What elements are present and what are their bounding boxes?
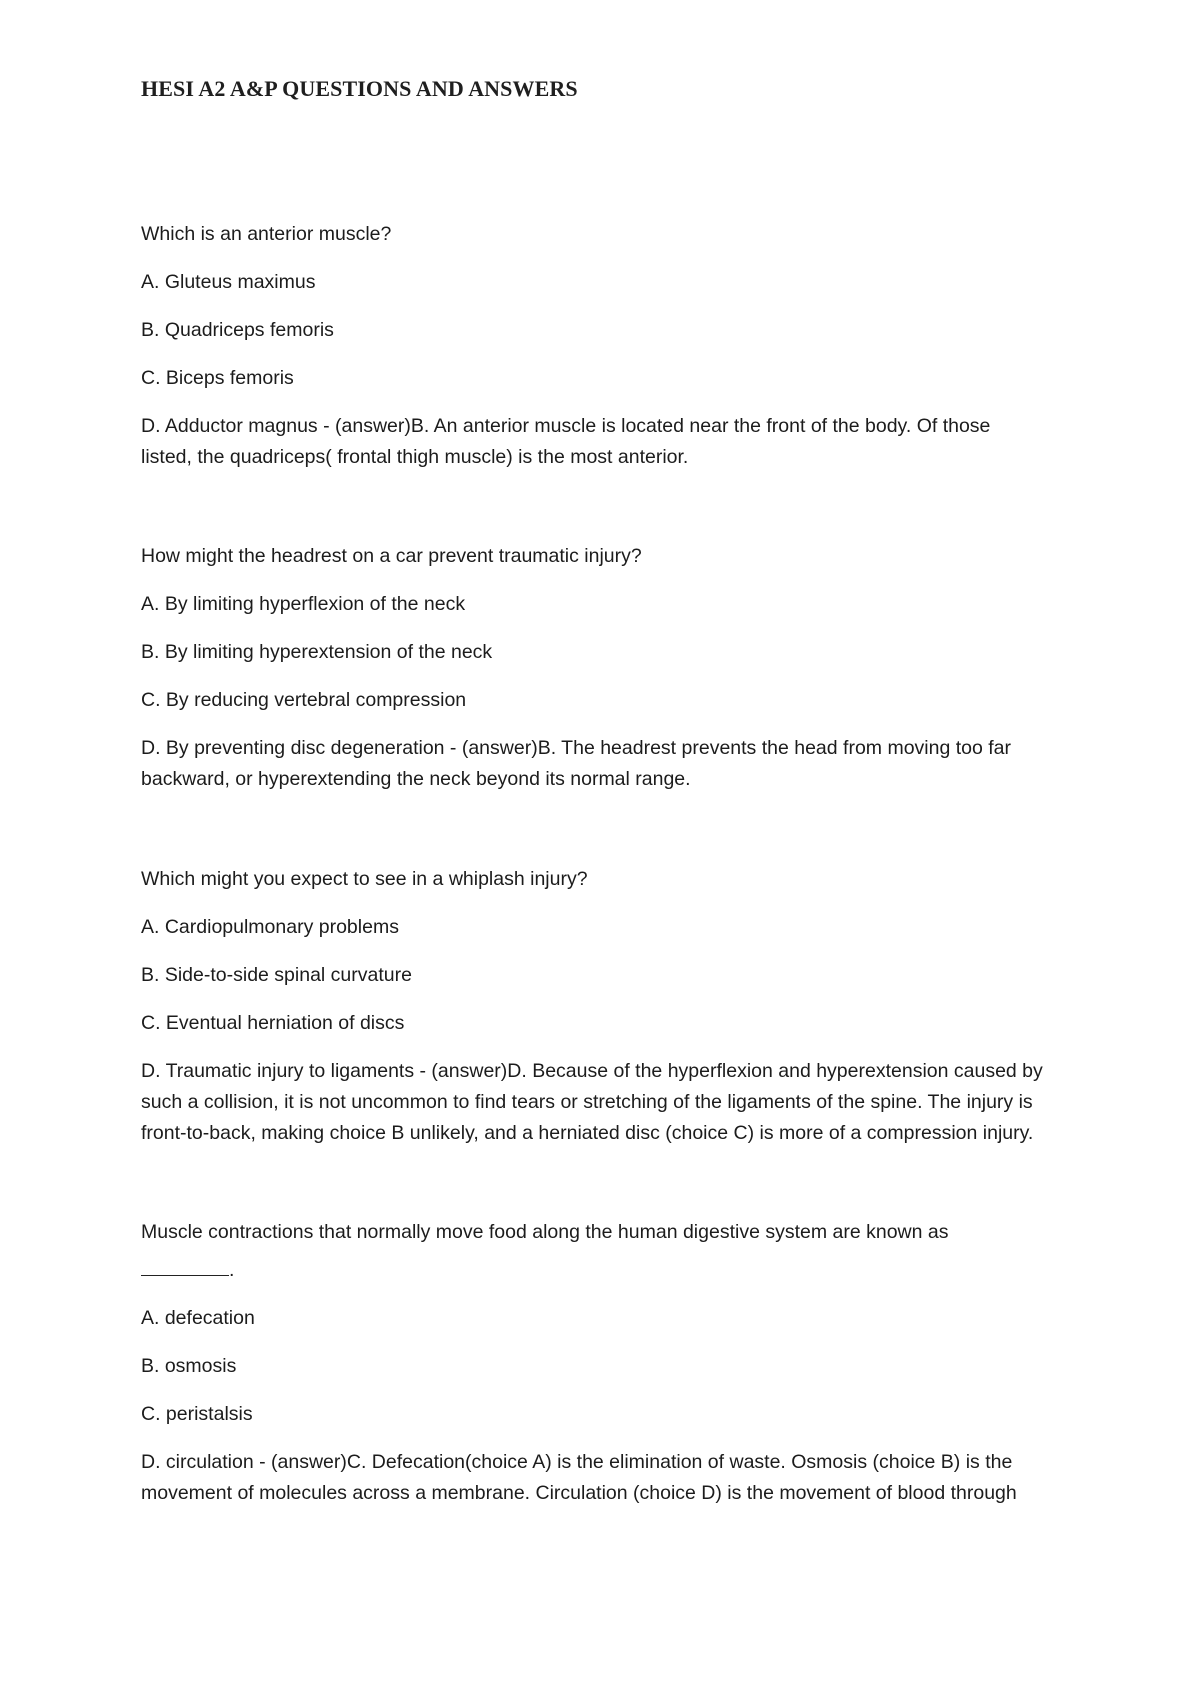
answer-option-d-with-explanation — [141, 1056, 1081, 1149]
explanation-line: D. Traumatic injury to ligaments - (answer)D. Because of the hyperflexion and hyperextension caused by — [141, 1060, 1043, 1082]
explanation-line: D. By preventing disc degeneration - (answer)B. The headrest prevents the head from moving too far — [141, 737, 1012, 759]
answer-option-d-with-explanation — [141, 411, 1081, 473]
answer-option-c: C. By reducing vertebral compression — [141, 689, 467, 711]
document-title: HESI A2 A&P QUESTIONS AND ANSWERS — [141, 76, 578, 101]
answer-option-c: C. Eventual herniation of discs — [141, 1012, 405, 1034]
answer-option-a: A. By limiting hyperflexion of the neck — [141, 593, 466, 615]
explanation-line: such a collision, it is not uncommon to find tears or stretching of the ligaments of the spine. The injury is — [141, 1091, 1033, 1113]
question-text: Which might you expect to see in a whiplash injury? — [141, 868, 588, 890]
question-text: Which is an anterior muscle? — [141, 223, 392, 245]
fill-in-blank-line — [141, 1255, 1081, 1286]
question-block-4 — [141, 1217, 1081, 1509]
answer-option-c: C. peristalsis — [141, 1403, 253, 1425]
explanation-line: D. circulation - (answer)C. Defecation(choice A) is the elimination of waste. Osmosis (choice B) is the — [141, 1451, 1013, 1473]
explanation-line: backward, or hyperextending the neck beyond its normal range. — [141, 768, 691, 790]
answer-option-a: A. defecation — [141, 1307, 255, 1329]
answer-option-b: B. By limiting hyperextension of the neck — [141, 641, 493, 663]
answer-option-b: B. osmosis — [141, 1355, 237, 1377]
question-block-1 — [141, 219, 1081, 473]
question-text: How might the headrest on a car prevent traumatic injury? — [141, 545, 642, 567]
question-text: Muscle contractions that normally move food along the human digestive system are known as — [141, 1221, 949, 1243]
answer-option-d-with-explanation — [141, 1447, 1081, 1509]
answer-option-b: B. Quadriceps femoris — [141, 319, 334, 341]
explanation-line: listed, the quadriceps( frontal thigh muscle) is the most anterior. — [141, 446, 689, 468]
answer-blank — [141, 1261, 229, 1276]
answer-option-a: A. Gluteus maximus — [141, 271, 316, 293]
blank-period: . — [229, 1259, 235, 1281]
answer-option-c: C. Biceps femoris — [141, 367, 294, 389]
answer-option-d-with-explanation — [141, 733, 1081, 795]
question-block-3 — [141, 864, 1081, 1149]
answer-option-a: A. Cardiopulmonary problems — [141, 916, 399, 938]
explanation-line: movement of molecules across a membrane. Circulation (choice D) is the movement of blood through — [141, 1482, 1017, 1504]
explanation-line: front-to-back, making choice B unlikely, and a herniated disc (choice C) is more of a compression injury. — [141, 1122, 1034, 1144]
question-block-2 — [141, 541, 1081, 795]
answer-option-b: B. Side-to-side spinal curvature — [141, 964, 412, 986]
explanation-line: D. Adductor magnus - (answer)B. An anterior muscle is located near the front of the body. Of those — [141, 415, 991, 437]
